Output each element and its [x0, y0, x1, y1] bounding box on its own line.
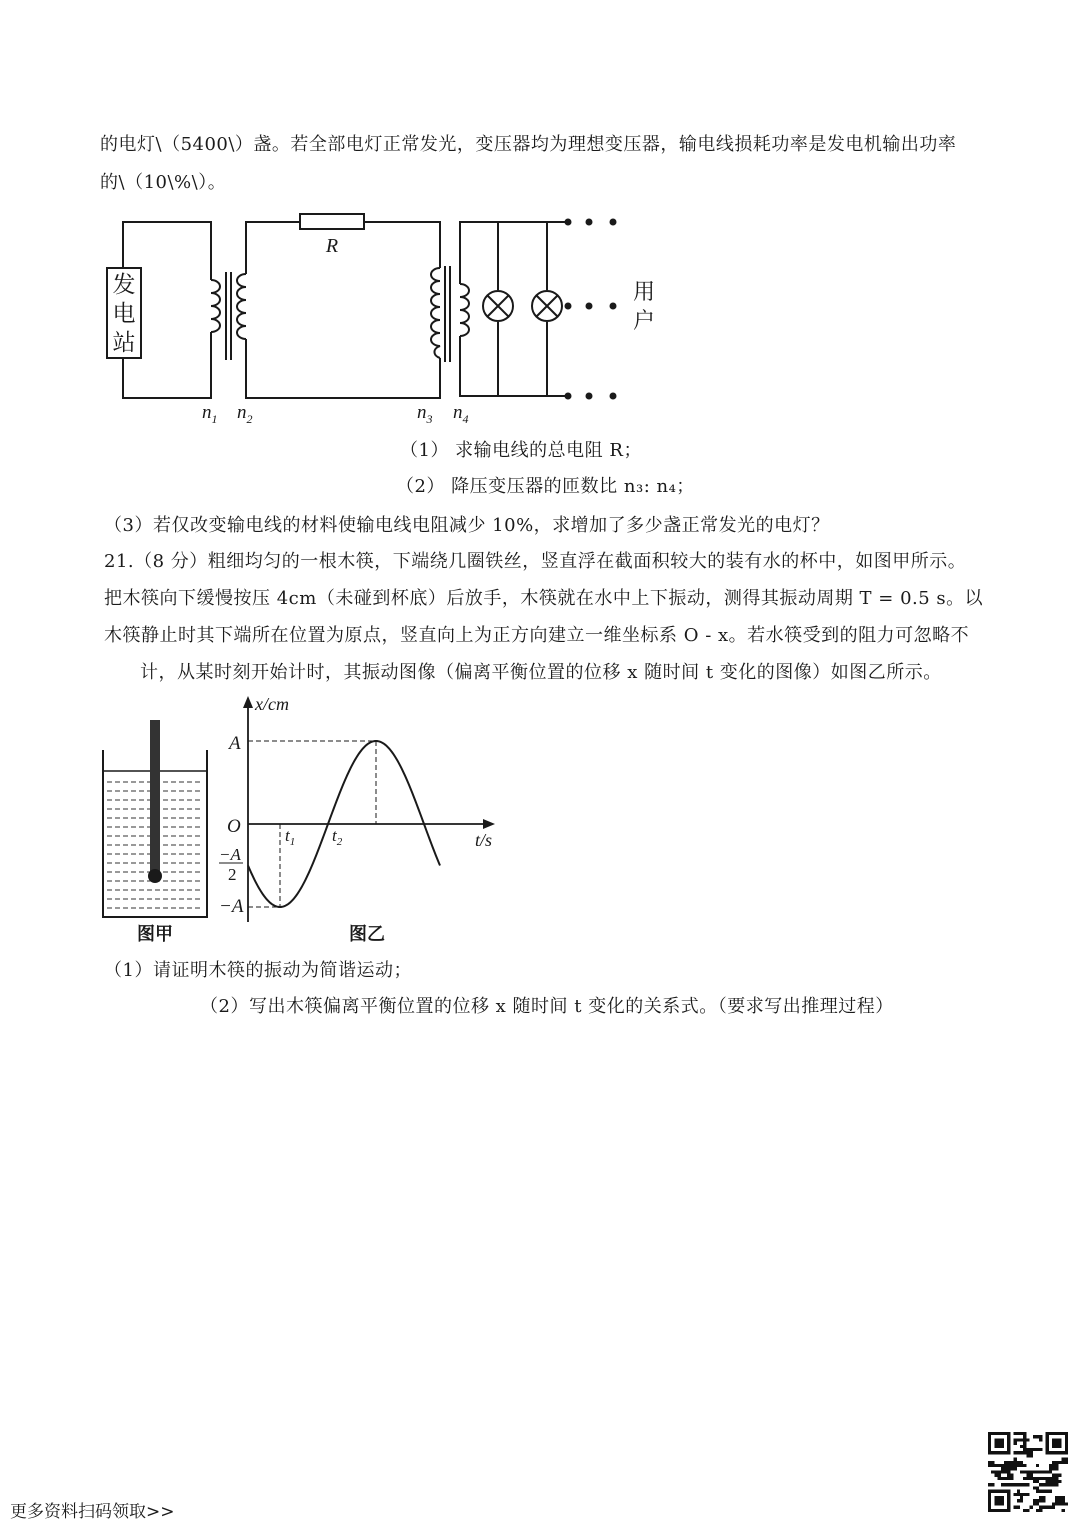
footer-promo-link[interactable]: 更多资料扫码领取>> — [10, 1502, 175, 1522]
n1-label: $n_1$ — [202, 402, 218, 426]
tick-A: A — [229, 733, 241, 754]
problem-21-line-2: 把木筷向下缓慢按压 4cm（未碰到杯底）后放手，木筷就在水中上下振动，测得其振动周期 T = 0.5 s。以 — [104, 588, 984, 609]
y-axis-label: x/cm — [255, 694, 289, 714]
tick-neg-A: −A — [219, 896, 244, 917]
transformer-circuit-diagram — [95, 200, 655, 430]
paragraph-line-2: 的\（10\%\）。 — [100, 172, 227, 193]
wire-right-bottom — [460, 336, 565, 396]
wire-right-top — [460, 222, 565, 284]
tick-neg-half-den: 2 — [228, 865, 237, 884]
station-char-3: 站 — [112, 330, 136, 356]
lamp-1 — [483, 291, 513, 321]
problem-21-line-3: 木筷静止时其下端所在位置为原点，竖直向上为正方向建立一维坐标系 O - x。若水筷受到的阻力可忽略不 — [104, 625, 970, 646]
iron-wire-weight — [148, 869, 162, 883]
users-char-1: 用 — [633, 280, 655, 305]
y-axis-arrow — [243, 696, 253, 708]
chopstick — [150, 720, 160, 878]
coil-n3 — [431, 268, 440, 358]
figure-jia-label: 图甲 — [137, 924, 173, 945]
problem-21-line-4: 计，从某时刻开始计时，其振动图像（偏离平衡位置的位移 x 随时间 t 变化的图像）如图乙所示。 — [140, 662, 942, 683]
station-char-1: 发 — [112, 272, 136, 298]
wire-mid-left — [246, 222, 300, 274]
resistor-label: R — [325, 235, 339, 257]
wire-left-bottom — [123, 332, 211, 398]
x-axis-arrow — [483, 819, 495, 829]
vibration-figures — [95, 690, 515, 955]
coil-n1 — [211, 280, 220, 332]
tick-t1: $t_1$ — [285, 826, 296, 848]
lamp-2 — [532, 291, 562, 321]
cup-figure — [103, 720, 207, 917]
sub-question-1: （1）请证明木筷的振动为简谐运动； — [104, 960, 412, 981]
question-2: （2） 降压变压器的匝数比 n₃: n₄； — [396, 476, 695, 497]
question-1: （1） 求输电线的总电阻 R； — [400, 440, 642, 461]
qr-code-icon[interactable] — [988, 1432, 1068, 1512]
tick-origin: O — [227, 816, 241, 837]
wire-mid-right — [364, 222, 440, 268]
question-3: （3）若仅改变输电线的材料使输电线电阻减少 10%，求增加了多少盏正常发光的电灯？ — [104, 515, 830, 536]
station-char-2: 电 — [112, 301, 136, 327]
n3-label: $n_3$ — [417, 402, 433, 426]
sub-question-2: （2）写出木筷偏离平衡位置的位移 x 随时间 t 变化的关系式。（要求写出推理过程） — [200, 996, 894, 1017]
continuation-dots — [565, 219, 617, 400]
n4-label: $n_4$ — [453, 402, 469, 426]
n2-label: $n_2$ — [237, 402, 253, 426]
paragraph-line-1: 的电灯\（5400\）盏。若全部电灯正常发光，变压器均为理想变压器，输电线损耗功率是发电机输出功率 — [100, 134, 957, 155]
users-char-2: 户 — [633, 309, 655, 334]
resistor-r — [300, 214, 364, 229]
problem-21-line-1: 21.（8 分）粗细均匀的一根木筷，下端绕几圈铁丝，竖直浮在截面积较大的装有水的杯中，如图甲所示。 — [104, 551, 967, 572]
x-axis-label: t/s — [475, 830, 493, 850]
tick-t2: $t_2$ — [332, 826, 343, 848]
wire-left-top — [123, 222, 211, 280]
coil-n2 — [237, 274, 246, 339]
figure-yi-label: 图乙 — [349, 924, 385, 945]
coil-n4 — [460, 284, 469, 336]
tick-neg-half-num: −A — [219, 845, 241, 864]
